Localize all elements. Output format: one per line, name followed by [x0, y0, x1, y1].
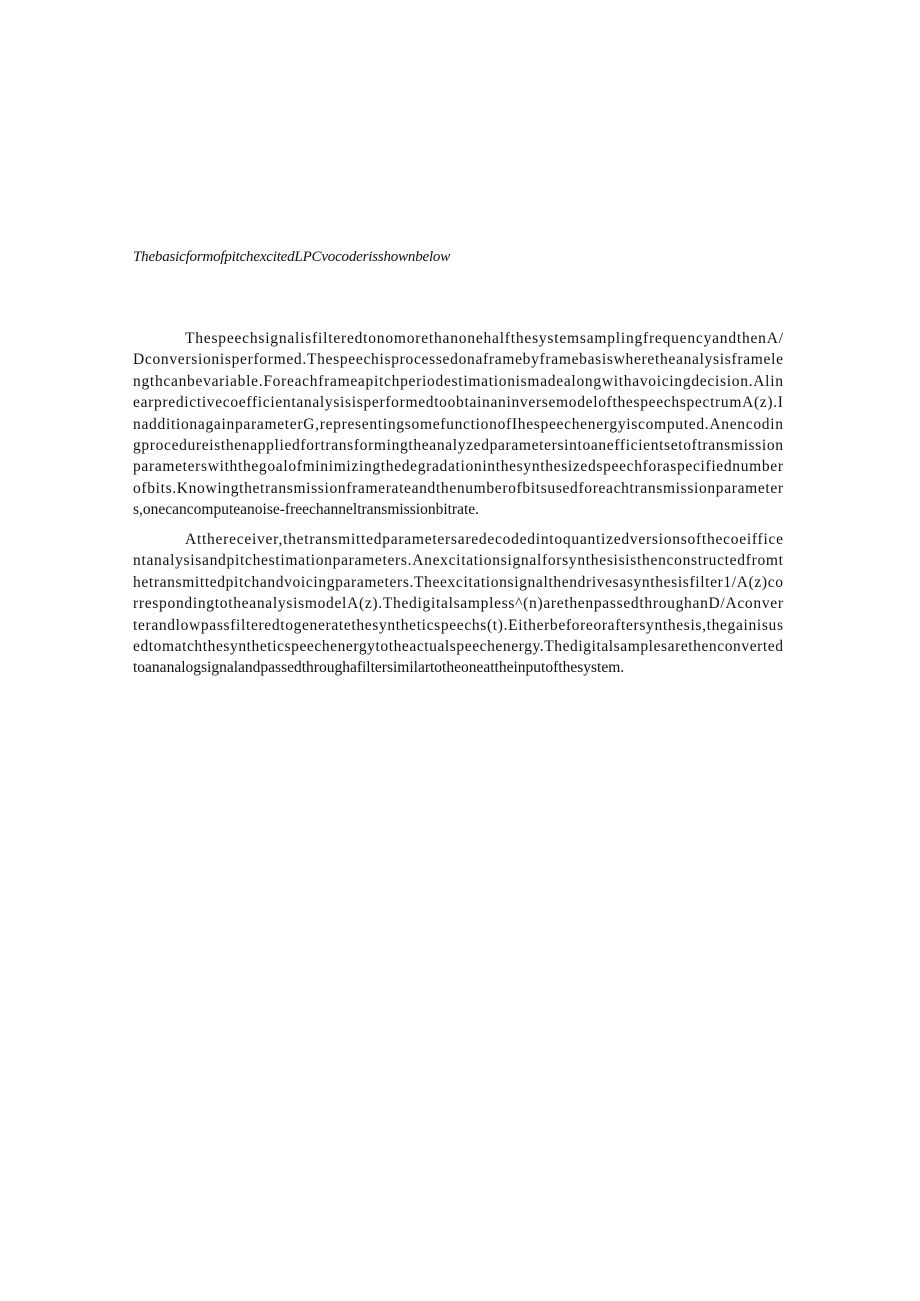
paragraph-line: nadditionagainparameterG,representingsomefunctionofIhespeechenergyiscomputed.Anencodin — [133, 415, 784, 433]
paragraph-encoder — [133, 328, 783, 521]
paragraph-line: ofbits.Knowingthetransmissionframerateandthenumberofbitsusedforeachtransmissionparameter — [133, 479, 784, 497]
paragraph-line: rrespondingtotheanalysismodelA(z).Thedigitalsampless^(n)arethenpassedthroughanD/Aconver — [133, 595, 784, 613]
paragraph-line: s,onecancomputeanoise-freechanneltransmissionbitrate. — [133, 501, 480, 519]
paragraph-line: Atthereceiver,thetransmittedparametersaredecodedintoquantizedversionsofthecoeiffice — [185, 531, 784, 548]
paragraph-line: hetransmittedpitchandvoicingparameters.Theexcitationsignalthendrivesasynthesisfilter1/A(z)co — [133, 573, 784, 591]
paragraph-line: gprocedureisthenappliedfortransformingtheanalyzedparametersintoanefficientsetoftransmission — [133, 436, 784, 454]
figure-caption: ThebasicformofpitchexcitedLPCvocoderisshownbelow — [133, 249, 451, 265]
paragraph-line: terandlowpassfilteredtogeneratethesyntheticspeechs(t).Eitherbeforeoraftersynthesis,thegainisus — [133, 616, 784, 634]
paragraph-line: Dconversionisperformed.Thespeechisprocessedonaframebyframebasiswheretheanalysisframele — [133, 351, 784, 369]
paragraph-line: parameterswiththegoalofminimizingthedegradationinthesynthesizedspeechforaspecifiednumber — [133, 458, 784, 476]
paragraph-line: ntanalysisandpitchestimationparameters.Anexcitationsignalforsynthesisisthenconstructedfromt — [133, 552, 784, 570]
paragraph-line: earpredictivecoefficientanalysisisperformedtoobtainaninversemodelofthespeechspectrumA(z).I — [133, 394, 784, 412]
paragraph-line: ngthcanbevariable.Foreachframeapitchperiodestimationismadealongwithavoicingdecision.Alin — [133, 372, 784, 390]
paragraph-line: ThespeechsignalisfilteredtonomorethanonehalfthesystemsamplingfrequencyandthenA/ — [185, 330, 784, 347]
paragraph-receiver — [133, 529, 783, 679]
paragraph-line: toananalogsignalandpassedthroughafiltersimilartotheoneattheinputofthesystem. — [133, 659, 625, 677]
paragraph-line: edtomatchthesyntheticspeechenergytotheactualspeechenergy.Thedigitalsamplesarethenconverted — [133, 637, 784, 655]
